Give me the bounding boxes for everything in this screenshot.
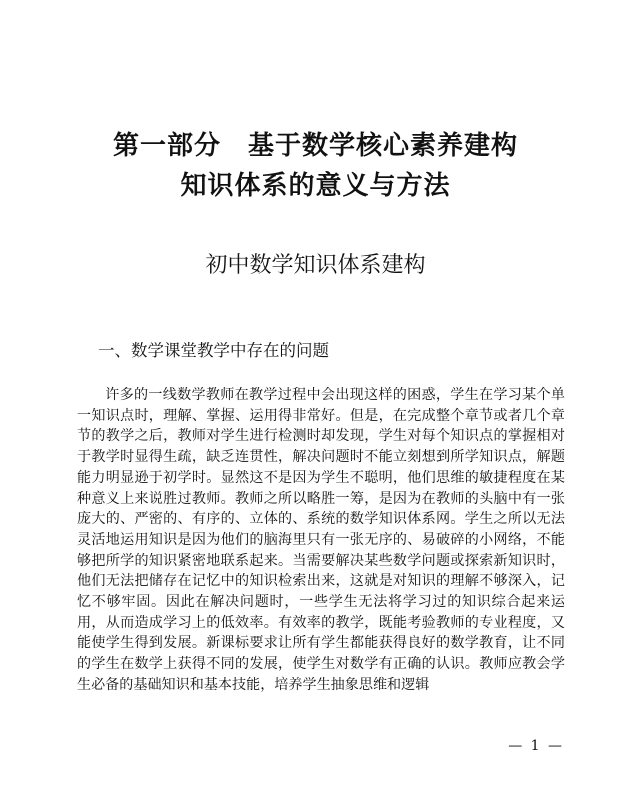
body-paragraph: 许多的一线数学教师在教学过程中会出现这样的困惑，学生在学习某个单一知识点时，理解、掌握、运用得非常好。但是，在完成整个章节或者几个章节的教学之后，教师对学生进行检测时却发现，学生对每个知识点的掌握相对于教学时显得生疏，缺乏连贯性，解决问题时不能立刻想到所学知识点，解题能力明显逊于初学时。显然这不是因为学生不聪明，他们思维的敏捷程度在某种意义上来说胜过教师。教师之所以略胜一筹，是因为在教师的头脑中有一张庞大的、严密的、有序的、立体的、系统的数学知识体系网。学生之所以无法灵活地运用知识是因为他们的脑海里只有一张无序的、易破碎的小网络，不能够把所学的知识紧密地联系起来。当需要解决某些数学问题或探索新知识时，他们无法把储存在记忆中的知识检索出来，这就是对知识的理解不够深入，记忆不够牢固。因此在解决问题时，一些学生无法将学习过的知识综合起来运用，从而造成学习上的低效率。有效率的教学，既能考验教师的专业程度，又能使学生得到发展。新课标要求让所有学生都能获得良好的数学教育，让不同的学生在数学上获得不同的发展，使学生对数学有正确的认识。教师应教会学生必备的基础知识和基本技能，培养学生抽象思维和逻辑 <box>77 387 565 693</box>
page-number: — 1 — <box>508 738 564 754</box>
part-title-line-1: 第一部分 基于数学核心素养建构 <box>112 131 518 161</box>
part-title-line-2: 知识体系的意义与方法 <box>180 171 451 201</box>
chapter-title: 初中数学知识体系建构 <box>205 253 426 278</box>
section-heading: 一、数学课堂教学中存在的问题 <box>98 341 329 360</box>
